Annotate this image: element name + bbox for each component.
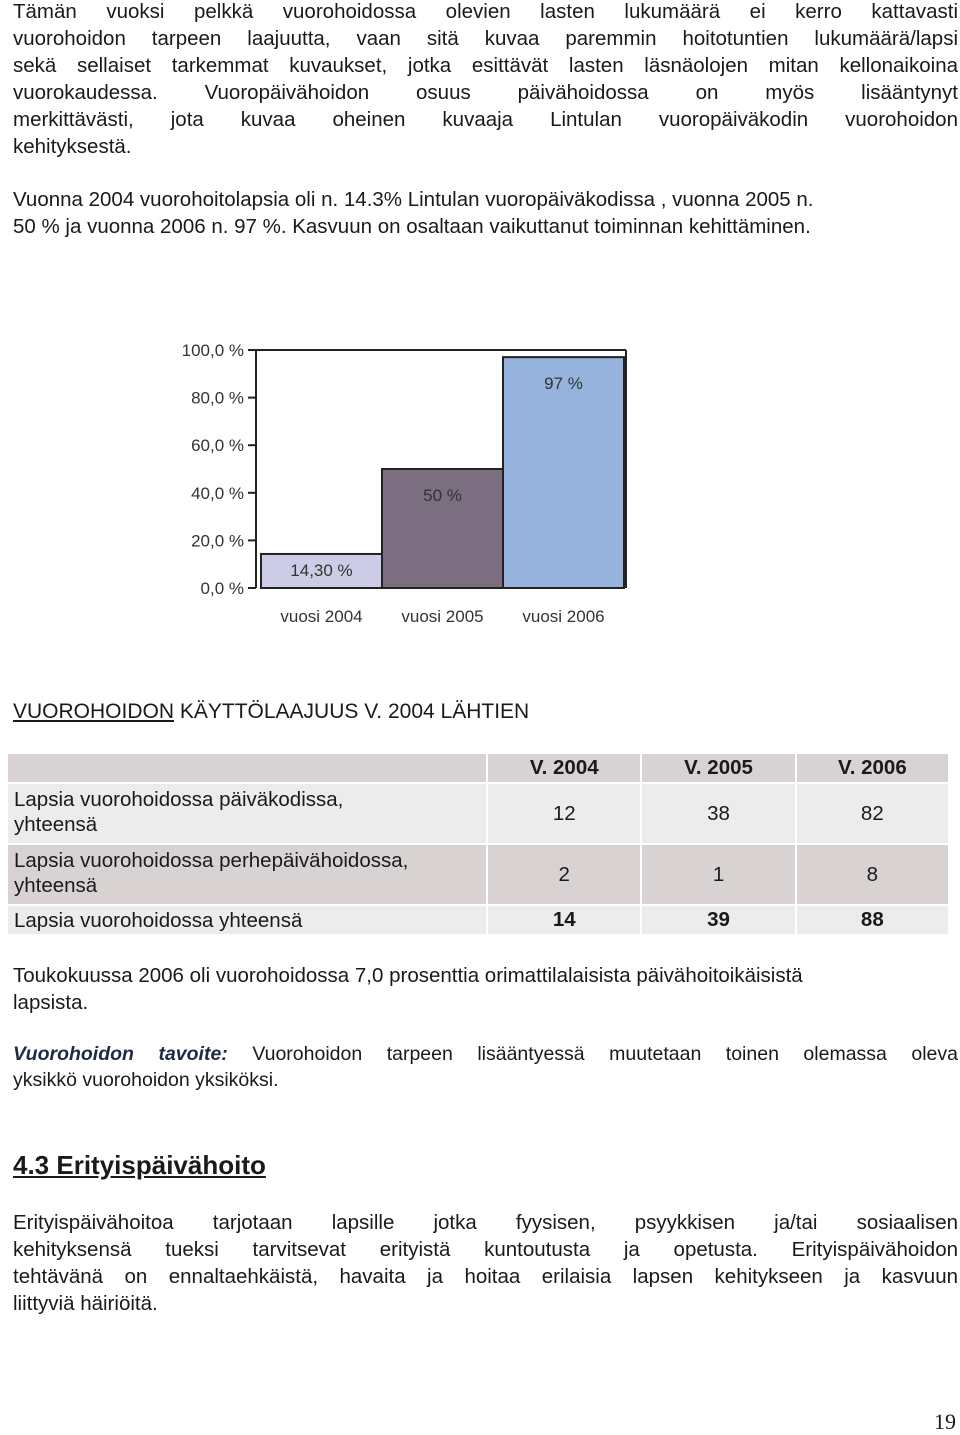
y-tick-label: 80,0 % — [191, 388, 244, 408]
intro-paragraph — [13, 0, 958, 160]
row-label-line: Lapsia vuorohoidossa perhepäivähoidossa, — [14, 849, 409, 872]
table-cell: 38 — [642, 784, 794, 843]
table-heading-rest: KÄYTTÖLAAJUUS V. 2004 LÄHTIEN — [174, 700, 530, 723]
goal-line: yksikkö vuorohoidon yksiköksi. — [13, 1069, 279, 1091]
note-line: lapsista. — [13, 991, 89, 1014]
table-cell: 14 — [488, 906, 640, 934]
row-label-line: yhteensä — [14, 813, 98, 836]
intro-line: Tämän vuoksi pelkkä vuorohoidossa olevien lasten lukumäärä ei kerro kattavasti — [13, 0, 958, 23]
section-line: liittyviä häiriöitä. — [13, 1292, 158, 1315]
table-cell: 8 — [797, 845, 948, 904]
intro-line: vuorokaudessa. Vuoropäivähoidon osuus päivähoidossa on myös lisääntynyt — [13, 81, 958, 104]
row-label — [8, 784, 486, 843]
x-tick-label: vuosi 2006 — [522, 607, 605, 626]
intro-line: vuorohoidon tarpeen laajuutta, vaan sitä kuvaa paremmin hoitotuntien lukumäärä/lapsi — [13, 27, 958, 50]
note-line: Toukokuussa 2006 oli vuorohoidossa 7,0 prosenttia orimattilalaisista päivähoitoikäisistä — [13, 964, 803, 987]
row-label-line: Lapsia vuorohoidossa päiväkodissa, — [14, 788, 344, 811]
intro-line: sekä sellaiset tarkemmat kuvaukset, jotka esittävät lasten läsnäolojen mitan kellonaikoina — [13, 54, 958, 77]
x-tick-label: vuosi 2005 — [401, 607, 484, 626]
table-row-total — [8, 906, 948, 934]
x-tick-label: vuosi 2004 — [280, 607, 363, 626]
usage-table — [6, 752, 950, 936]
table-header-empty — [8, 754, 486, 782]
bar-data-label: 97 % — [544, 374, 583, 394]
column-header: V. 2005 — [642, 754, 794, 782]
y-tick-label: 40,0 % — [191, 483, 244, 503]
y-tick-label: 0,0 % — [200, 579, 244, 598]
column-header: V. 2004 — [488, 754, 640, 782]
bar-chart — [0, 330, 960, 640]
row-label-line: yhteensä — [14, 874, 98, 897]
table-row — [8, 784, 948, 843]
growth-line: 50 % ja vuonna 2006 n. 97 %. Kasvuun on osaltaan vaikuttanut toiminnan kehittäminen. — [13, 215, 811, 238]
table-header-row — [8, 754, 948, 782]
intro-line: merkittävästi, jota kuvaa oheinen kuvaaja Lintulan vuoropäiväkodin vuorohoidon — [13, 108, 958, 131]
table-heading — [13, 698, 529, 726]
growth-line: Vuonna 2004 vuorohoitolapsia oli n. 14.3% Lintulan vuoropäiväkodissa , vuonna 2005 n. — [13, 188, 814, 211]
goal-text: Vuorohoidon tarpeen lisääntyessä muutetaan toinen olemassa oleva — [227, 1043, 959, 1065]
note-paragraph — [13, 962, 958, 1016]
goal-paragraph — [13, 1041, 958, 1093]
table-cell: 39 — [642, 906, 794, 934]
bar-data-label: 14,30 % — [290, 560, 353, 580]
y-tick-label: 100,0 % — [181, 341, 244, 360]
table-heading-underlined: VUOROHOIDON — [13, 700, 175, 723]
table-row — [8, 845, 948, 904]
goal-line — [13, 1041, 958, 1067]
goal-label: Vuorohoidon tavoite: — [13, 1043, 228, 1065]
row-label: Lapsia vuorohoidossa yhteensä — [8, 906, 486, 934]
bar-data-label: 50 % — [423, 486, 462, 505]
section-title: 4.3 Erityispäivähoito — [13, 1150, 266, 1180]
section-line: kehityksensä tueksi tarvitsevat erityistä kuntoutusta ja opetusta. Erityispäivähoidon — [13, 1238, 958, 1261]
section-line: tehtävänä on ennaltaehkäistä, havaita ja hoitaa erilaisia lapsen kehitykseen ja kasvuun — [13, 1265, 958, 1288]
y-tick-label: 20,0 % — [191, 531, 244, 551]
table-cell: 1 — [642, 845, 794, 904]
section-paragraph — [13, 1209, 958, 1317]
growth-paragraph — [13, 186, 958, 240]
table-cell: 82 — [797, 784, 948, 843]
intro-line: kehityksestä. — [13, 135, 132, 158]
section-line: Erityispäivähoitoa tarjotaan lapsille jotka fyysisen, psyykkisen ja/tai sosiaalisen — [13, 1211, 958, 1234]
row-label — [8, 845, 486, 904]
page-number: 19 — [934, 1409, 956, 1434]
table-cell: 2 — [488, 845, 640, 904]
table-cell: 12 — [488, 784, 640, 843]
y-tick-label: 60,0 % — [191, 436, 244, 456]
table-cell: 88 — [797, 906, 948, 934]
column-header: V. 2006 — [797, 754, 948, 782]
